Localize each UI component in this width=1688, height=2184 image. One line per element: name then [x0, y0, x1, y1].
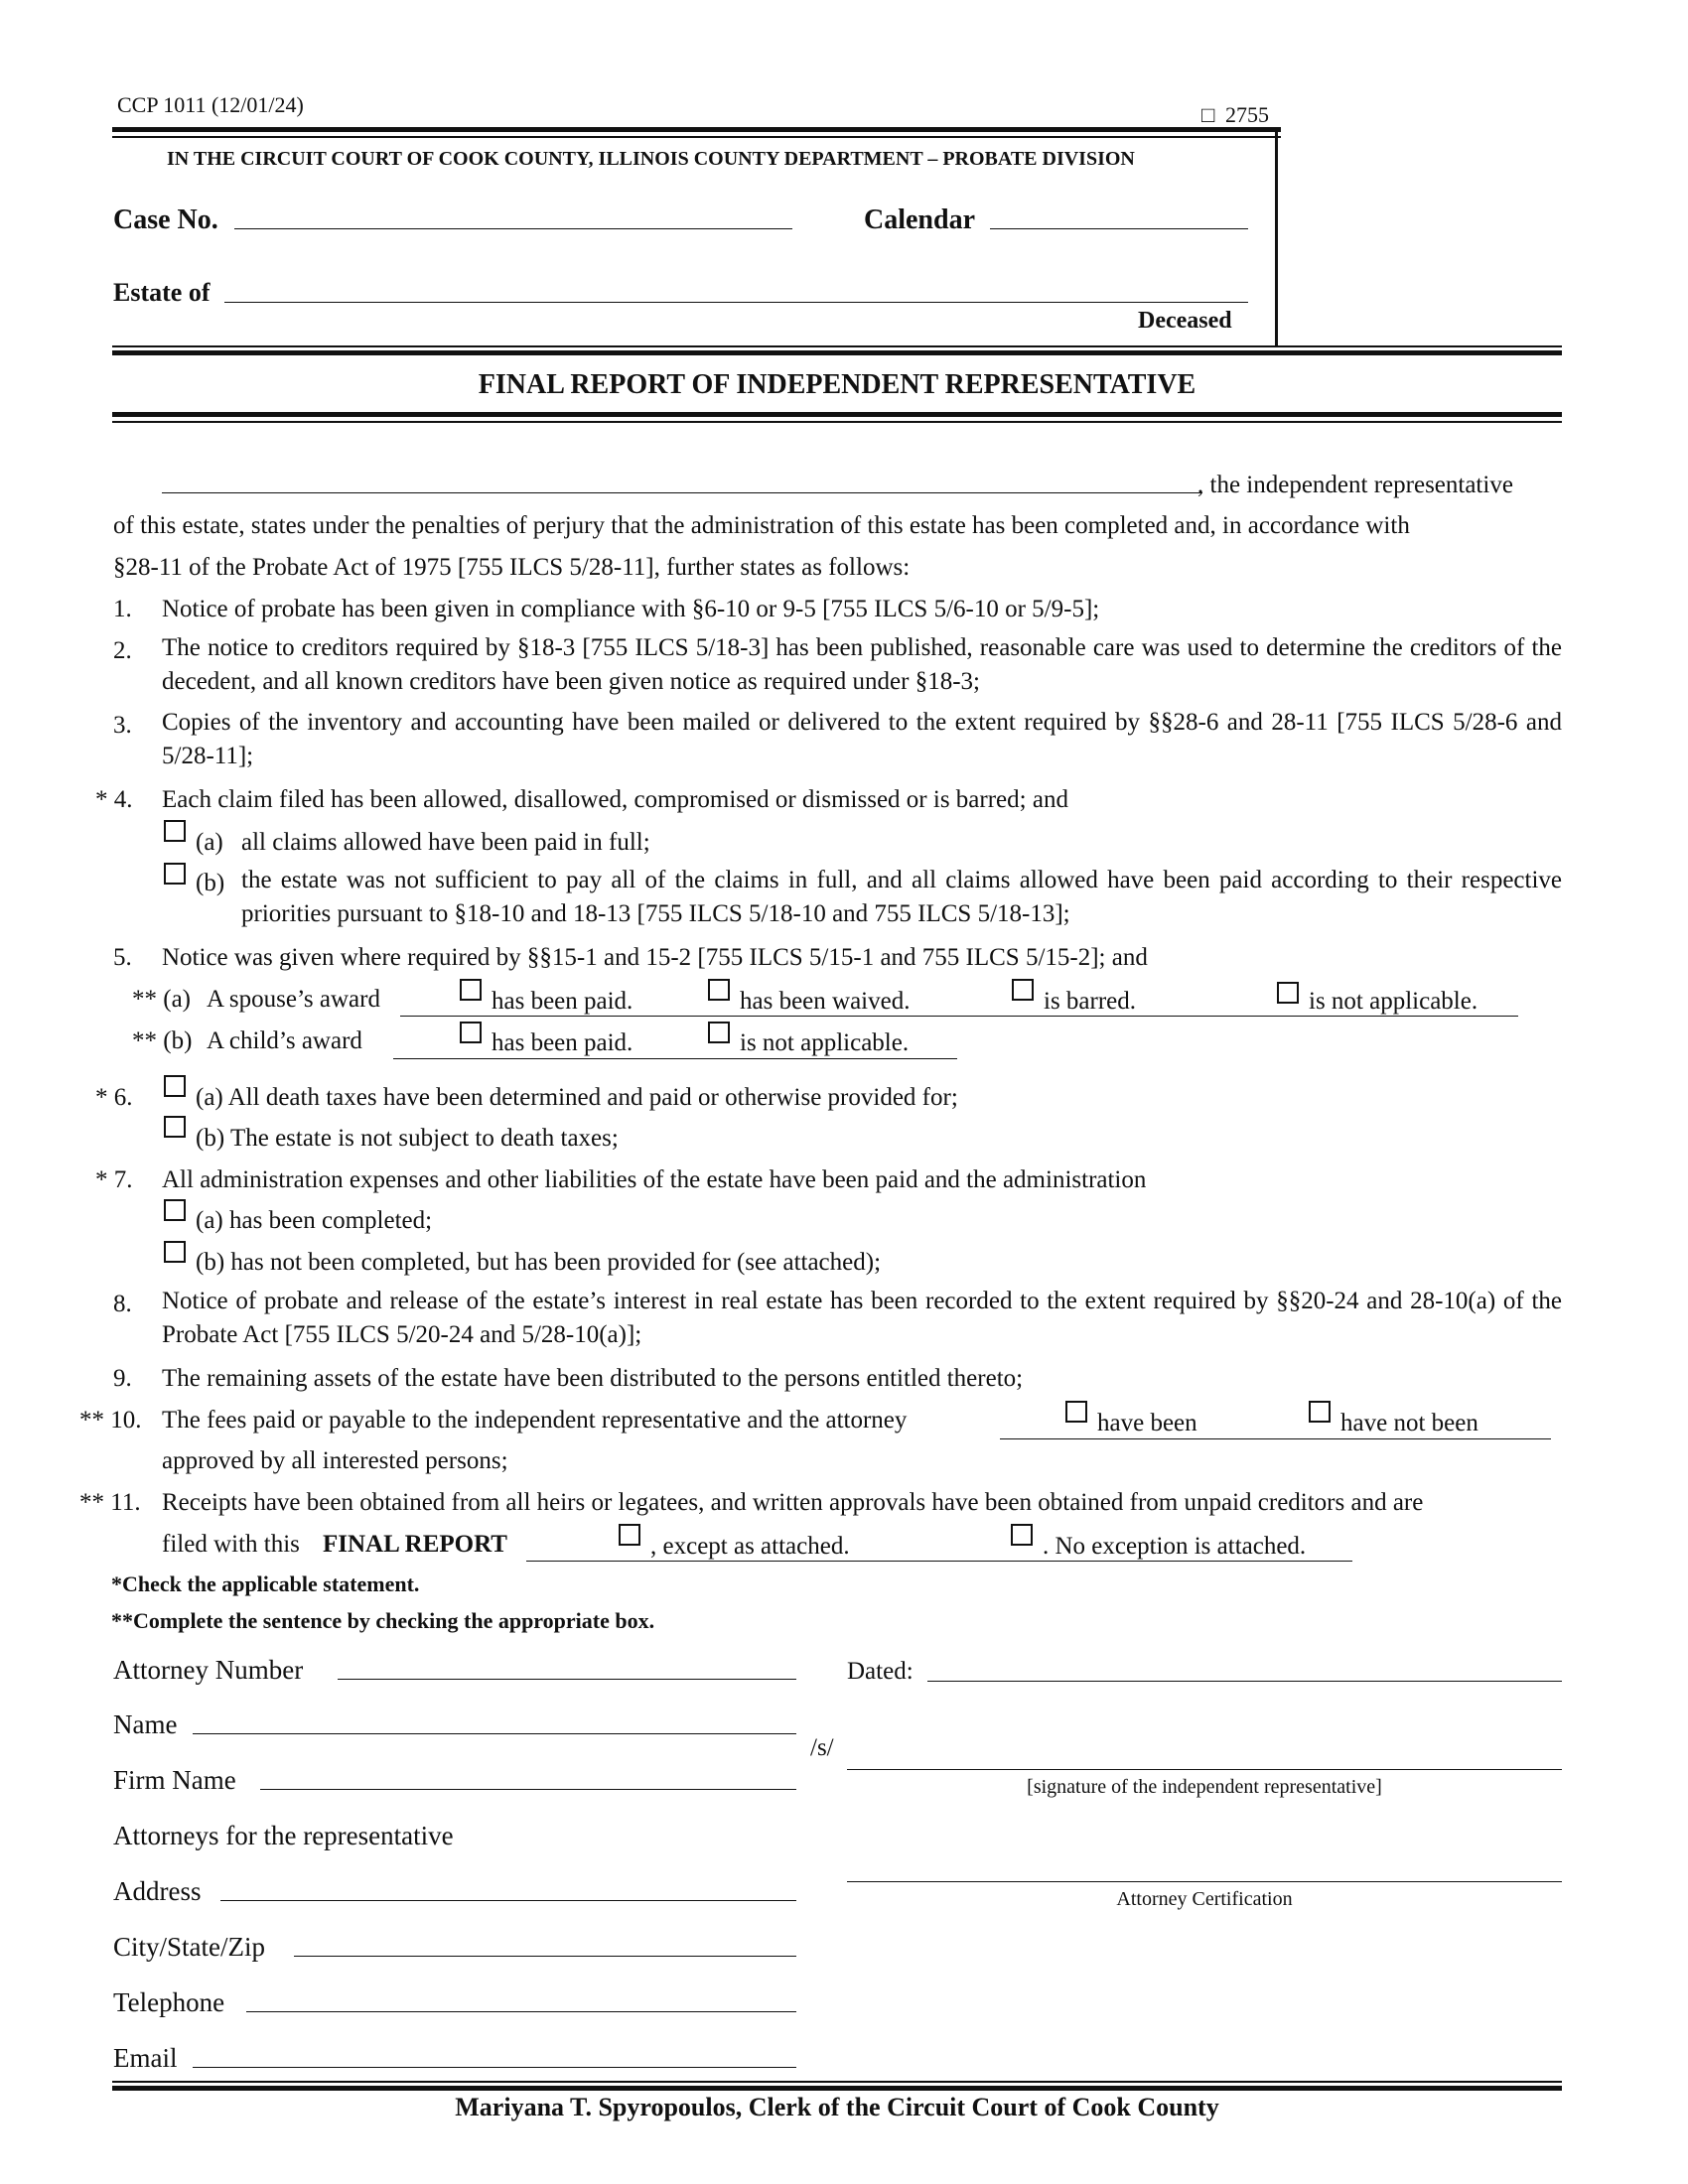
fees-approved-checkbox[interactable]	[1065, 1401, 1087, 1423]
item-7a-text: (a) has been completed;	[196, 1207, 433, 1234]
attorney-number-field[interactable]	[338, 1679, 796, 1680]
item-7b-checkbox[interactable]	[164, 1241, 186, 1263]
item-6b-text: (b) The estate is not subject to death taxes;	[196, 1125, 619, 1152]
child-na-checkbox[interactable]	[708, 1022, 730, 1043]
item-5b-text: A child’s award	[207, 1027, 362, 1054]
item-4a-text: all claims allowed have been paid in full;	[241, 829, 650, 856]
child-paid-label: has been paid.	[492, 1029, 633, 1056]
case-no-label: Case No.	[113, 205, 218, 235]
item-1-text: Notice of probate has been given in compliance with §6-10 or 9-5 [755 ILCS 5/6-10 or 5/9-5];	[162, 596, 1100, 622]
item-2-text: The notice to creditors required by §18-3 [755 ILCS 5/18-3] has been published, reasonable care was used to determine the creditors of the decedent, and all known creditors have been given notice as required under §18-3;	[162, 634, 1562, 695]
case-no-field[interactable]	[234, 228, 792, 229]
item-7-text: All administration expenses and other liabilities of the estate have been paid and the administration	[162, 1166, 1147, 1193]
item-6a-text: (a) All death taxes have been determined and paid or otherwise provided for;	[196, 1084, 958, 1111]
item-4-number: * 4.	[95, 786, 133, 813]
item-9-text: The remaining assets of the estate have been distributed to the persons entitled thereto;	[162, 1365, 1024, 1392]
child-paid-checkbox[interactable]	[460, 1022, 482, 1043]
intro-line2: of this estate, states under the penalties of perjury that the administration of this estate has been completed and, in accordance with	[113, 512, 1410, 539]
item-10-number: ** 10.	[79, 1407, 142, 1433]
signature-field[interactable]	[847, 1769, 1562, 1770]
item-5-text: Notice was given where required by §§15-1 and 15-2 [755 ILCS 5/15-1 and 755 ILCS 5/15-2]; and	[162, 944, 1148, 971]
title-top-rule-thin	[112, 345, 1562, 347]
item-2-number: 2.	[113, 637, 132, 664]
firm-name-label: Firm Name	[113, 1765, 236, 1795]
spouse-waived-checkbox[interactable]	[708, 979, 730, 1001]
receipts-no-exception-checkbox[interactable]	[1011, 1524, 1033, 1546]
attorneys-for-rep-label: Attorneys for the representative	[113, 1821, 454, 1850]
telephone-label: Telephone	[113, 1987, 225, 2017]
item-11-number: ** 11.	[79, 1489, 141, 1516]
form-id: CCP 1011 (12/01/24)	[117, 92, 304, 117]
firm-name-field[interactable]	[260, 1789, 796, 1790]
estate-of-field[interactable]	[224, 302, 1248, 303]
header-top-rule-thin	[112, 136, 1281, 138]
item-4b-checkbox[interactable]	[164, 863, 186, 885]
footer-rule-thin	[112, 2081, 1562, 2083]
page-title: FINAL REPORT OF INDEPENDENT REPRESENTATIVE	[478, 369, 1196, 400]
footer-rule	[112, 2086, 1562, 2091]
title-bottom-rule	[112, 412, 1562, 417]
spouse-barred-label: is barred.	[1044, 988, 1137, 1015]
representative-name-field[interactable]	[162, 492, 1202, 493]
item-5a-underline	[400, 1016, 1518, 1017]
item-3-number: 3.	[113, 712, 132, 739]
fees-not-approved-checkbox[interactable]	[1309, 1401, 1331, 1423]
deceased-label: Deceased	[1138, 308, 1232, 334]
footer-clerk: Mariyana T. Spyropoulos, Clerk of the Circuit Court of Cook County	[455, 2093, 1219, 2121]
attorney-certification-caption: Attorney Certification	[1116, 1888, 1293, 1910]
dated-label: Dated:	[847, 1658, 914, 1685]
item-9-number: 9.	[113, 1365, 132, 1392]
fees-not-approved-label: have not been	[1340, 1410, 1478, 1436]
item-5a-text: A spouse’s award	[207, 986, 380, 1013]
attorney-certification-field[interactable]	[847, 1881, 1562, 1882]
item-5-number: 5.	[113, 944, 132, 971]
header-top-rule	[112, 127, 1281, 132]
receipts-except-checkbox[interactable]	[619, 1524, 640, 1546]
item-4a-checkbox[interactable]	[164, 820, 186, 842]
spouse-na-checkbox[interactable]	[1277, 982, 1299, 1004]
city-state-zip-label: City/State/Zip	[113, 1932, 265, 1962]
item-1-number: 1.	[113, 596, 132, 622]
form-number: 2755	[1225, 102, 1269, 127]
title-bottom-rule-thin	[112, 421, 1562, 423]
item-5b-prefix: ** (b)	[132, 1027, 193, 1054]
form-number-box-icon: □	[1201, 102, 1215, 127]
item-6b-checkbox[interactable]	[164, 1116, 186, 1138]
item-4b-text: the estate was not sufficient to pay all of the claims in full, and all claims allowed have been paid according to their respective priorities pursuant to §18-10 and 18-13 [755 ILCS 5/18-10 and 755 ILCS 5/18-13];	[241, 867, 1562, 927]
spouse-barred-checkbox[interactable]	[1012, 979, 1034, 1001]
item-10-text: The fees paid or payable to the independent representative and the attorney	[162, 1407, 908, 1433]
item-6a-checkbox[interactable]	[164, 1075, 186, 1097]
header-right-border	[1275, 132, 1278, 346]
item-11-text: Receipts have been obtained from all heirs or legatees, and written approvals have been obtained from unpaid creditors and are	[162, 1489, 1424, 1516]
email-field[interactable]	[193, 2067, 796, 2068]
note-check: *Check the applicable statement.	[111, 1571, 420, 1596]
address-label: Address	[113, 1876, 202, 1906]
signature-caption: [signature of the independent representative]	[1027, 1776, 1382, 1798]
estate-of-label: Estate of	[113, 278, 211, 307]
item-11-text-2: filed with this	[162, 1531, 300, 1558]
item-11-underline	[526, 1561, 1352, 1562]
item-8-number: 8.	[113, 1291, 132, 1317]
calendar-label: Calendar	[864, 205, 975, 235]
item-7b-text: (b) has not been completed, but has been provided for (see attached);	[196, 1249, 882, 1276]
court-line: IN THE CIRCUIT COURT OF COOK COUNTY, ILLINOIS COUNTY DEPARTMENT – PROBATE DIVISION	[167, 148, 1135, 170]
dated-field[interactable]	[927, 1681, 1562, 1682]
item-7-number: * 7.	[95, 1166, 133, 1193]
item-11-final-report: FINAL REPORT	[323, 1531, 507, 1558]
spouse-na-label: is not applicable.	[1309, 988, 1478, 1015]
intro-line3: §28-11 of the Probate Act of 1975 [755 ILCS 5/28-11], further states as follows:	[113, 554, 911, 581]
item-10-underline	[1000, 1438, 1551, 1439]
spouse-paid-checkbox[interactable]	[460, 979, 482, 1001]
telephone-field[interactable]	[246, 2011, 796, 2012]
item-5b-underline	[393, 1058, 957, 1059]
receipts-except-label: , except as attached.	[650, 1533, 850, 1560]
address-field[interactable]	[220, 1900, 796, 1901]
attorney-number-label: Attorney Number	[113, 1655, 304, 1685]
item-8-text: Notice of probate and release of the estate’s interest in real estate has been recorded to the extent required by §§20-24 and 28-10(a) of the Probate Act [755 ILCS 5/20-24 and 5/28-10(a)];	[162, 1288, 1562, 1348]
attorney-name-label: Name	[113, 1709, 178, 1739]
item-4a-label: (a)	[196, 829, 223, 856]
child-na-label: is not applicable.	[740, 1029, 910, 1056]
item-6-number: * 6.	[95, 1084, 133, 1111]
attorney-name-field[interactable]	[193, 1733, 796, 1734]
receipts-no-exception-label: . No exception is attached.	[1043, 1533, 1307, 1560]
s-label: /s/	[810, 1734, 834, 1761]
email-label: Email	[113, 2043, 178, 2073]
intro-line1: , the independent representative	[1197, 472, 1513, 498]
item-10-text-2: approved by all interested persons;	[162, 1447, 508, 1474]
spouse-waived-label: has been waived.	[740, 988, 911, 1015]
title-top-rule	[112, 350, 1562, 355]
calendar-field[interactable]	[990, 228, 1248, 229]
note-complete: **Complete the sentence by checking the appropriate box.	[111, 1608, 655, 1633]
item-4b-label: (b)	[196, 870, 225, 896]
item-3-text: Copies of the inventory and accounting have been mailed or delivered to the extent required by §§28-6 and 28-11 [755 ILCS 5/28-6 and 5/28-11];	[162, 709, 1562, 769]
item-4-text: Each claim filed has been allowed, disallowed, compromised or dismissed or is barred; and	[162, 786, 1068, 813]
spouse-paid-label: has been paid.	[492, 988, 633, 1015]
fees-approved-label: have been	[1097, 1410, 1197, 1436]
city-state-zip-field[interactable]	[294, 1956, 796, 1957]
item-5a-prefix: ** (a)	[132, 986, 191, 1013]
item-7a-checkbox[interactable]	[164, 1199, 186, 1221]
